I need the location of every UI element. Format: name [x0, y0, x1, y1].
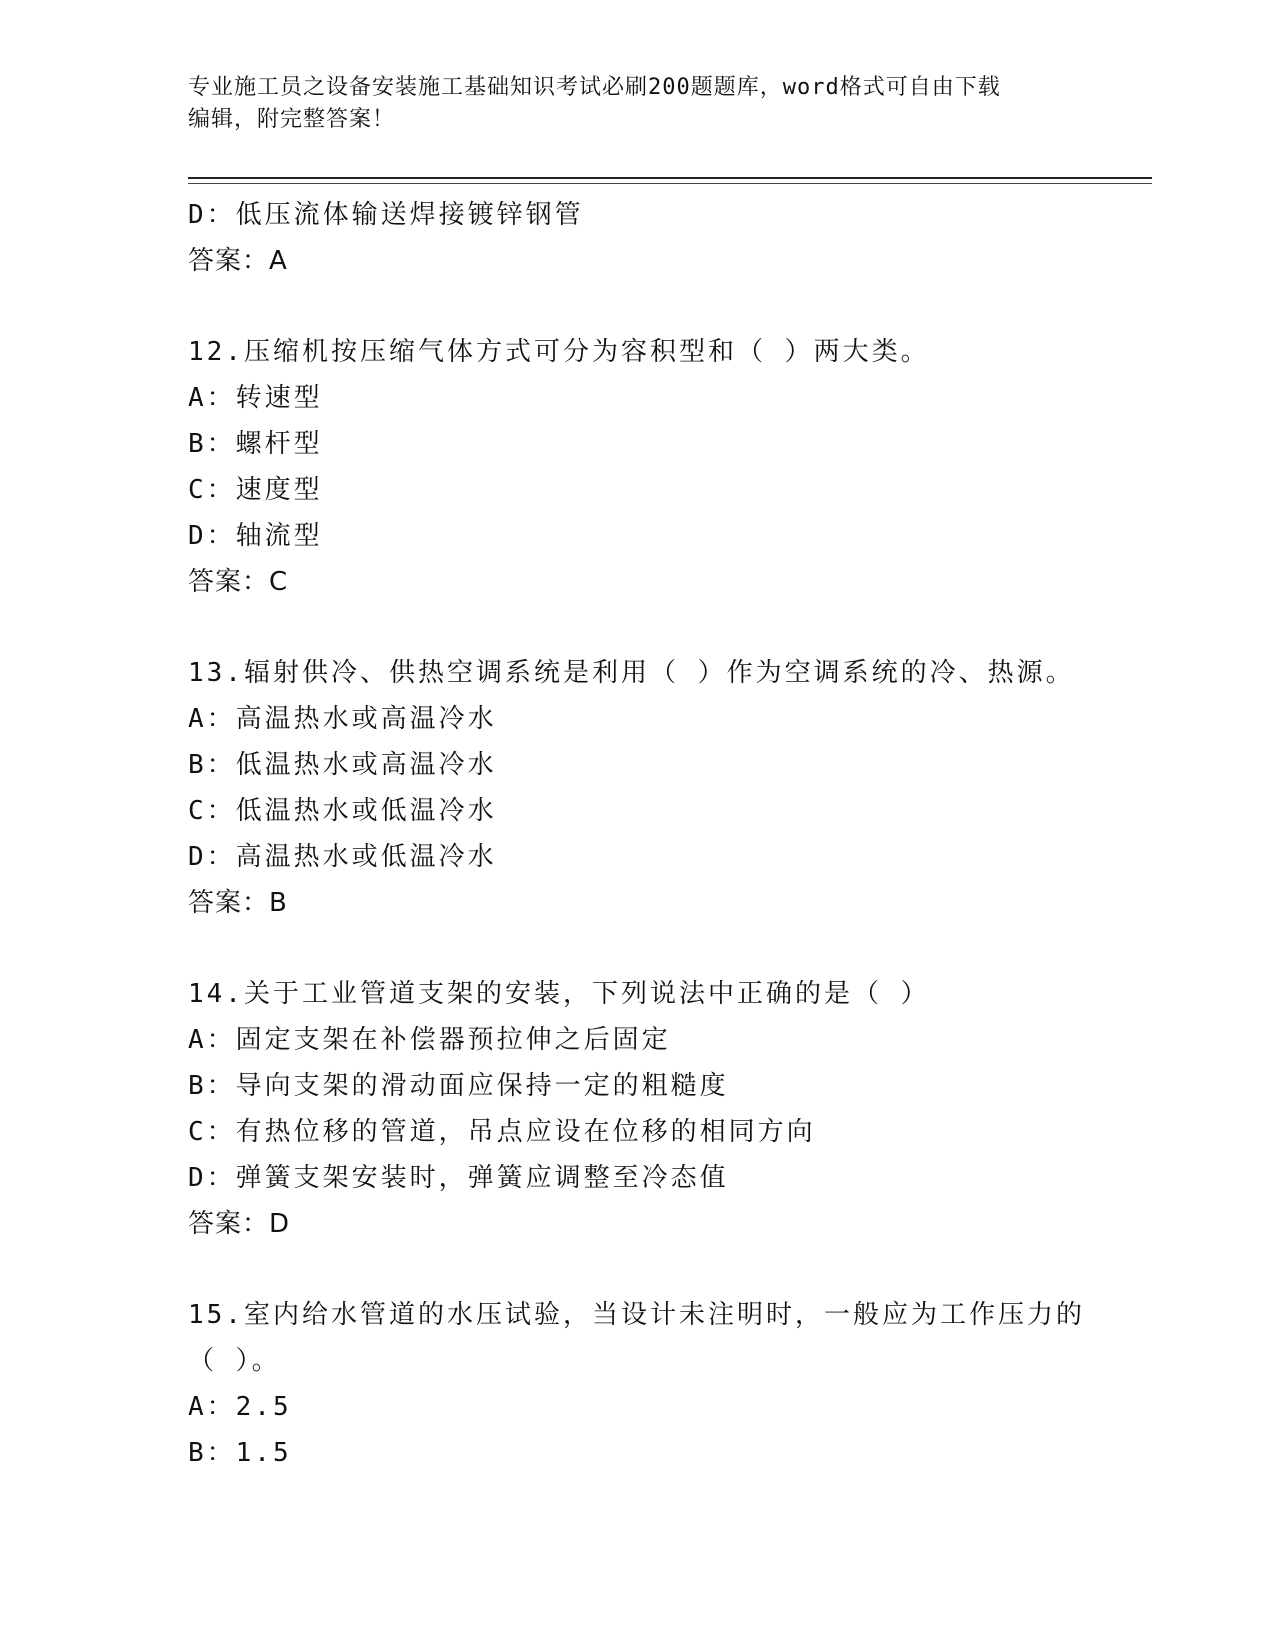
option-a: A：2.5	[188, 1392, 292, 1422]
option-b: B：1.5	[188, 1438, 292, 1468]
option-c: C：低温热水或低温冷水	[188, 796, 497, 826]
option-a: A：固定支架在补偿器预拉伸之后固定	[188, 1025, 671, 1055]
answer-line: 答案：C	[188, 567, 289, 597]
question-12	[188, 329, 1152, 605]
question-stem: 13.辐射供冷、供热空调系统是利用（ ）作为空调系统的冷、热源。	[188, 658, 1075, 688]
header-title-line-2: 编辑，附完整答案！	[188, 107, 396, 132]
option-c: C：有热位移的管道，吊点应设在位移的相同方向	[188, 1117, 816, 1147]
question-stem: 14.关于工业管道支架的安装，下列说法中正确的是（ ）	[188, 979, 930, 1009]
question-15	[188, 1292, 1152, 1476]
option-b: B：导向支架的滑动面应保持一定的粗糙度	[188, 1071, 729, 1101]
question-14	[188, 971, 1152, 1247]
answer-line: 答案：D	[188, 1209, 291, 1239]
question-stem-line-1: 15.室内给水管道的水压试验，当设计未注明时，一般应为工作压力的	[188, 1300, 1085, 1330]
question-stem-line-2: （ ）。	[188, 1346, 281, 1376]
question-stem: 12.压缩机按压缩气体方式可分为容积型和（ ）两大类。	[188, 337, 930, 367]
option-a: A：转速型	[188, 383, 323, 413]
question-list	[188, 192, 1152, 1476]
option-d: D：低压流体输送焊接镀锌钢管	[188, 200, 584, 230]
option-d: D：弹簧支架安装时，弹簧应调整至冷态值	[188, 1163, 729, 1193]
spacer	[188, 284, 1152, 329]
question-11-tail	[188, 192, 1152, 284]
header-title-line-1: 专业施工员之设备安装施工基础知识考试必刷200题题库，word格式可自由下载	[188, 75, 1001, 100]
option-c: C：速度型	[188, 475, 323, 505]
spacer	[188, 926, 1152, 971]
option-b: B：低温热水或高温冷水	[188, 750, 497, 780]
answer-line: 答案：A	[188, 246, 288, 276]
option-d: D：高温热水或低温冷水	[188, 842, 497, 872]
spacer	[188, 1247, 1152, 1292]
header-divider-thick	[188, 177, 1152, 179]
option-d: D：轴流型	[188, 521, 323, 551]
document-header	[188, 72, 1088, 136]
answer-line: 答案：B	[188, 888, 288, 918]
spacer	[188, 605, 1152, 650]
option-a: A：高温热水或高温冷水	[188, 704, 497, 734]
header-divider-thin	[188, 183, 1152, 184]
option-b: B：螺杆型	[188, 429, 323, 459]
question-13	[188, 650, 1152, 926]
